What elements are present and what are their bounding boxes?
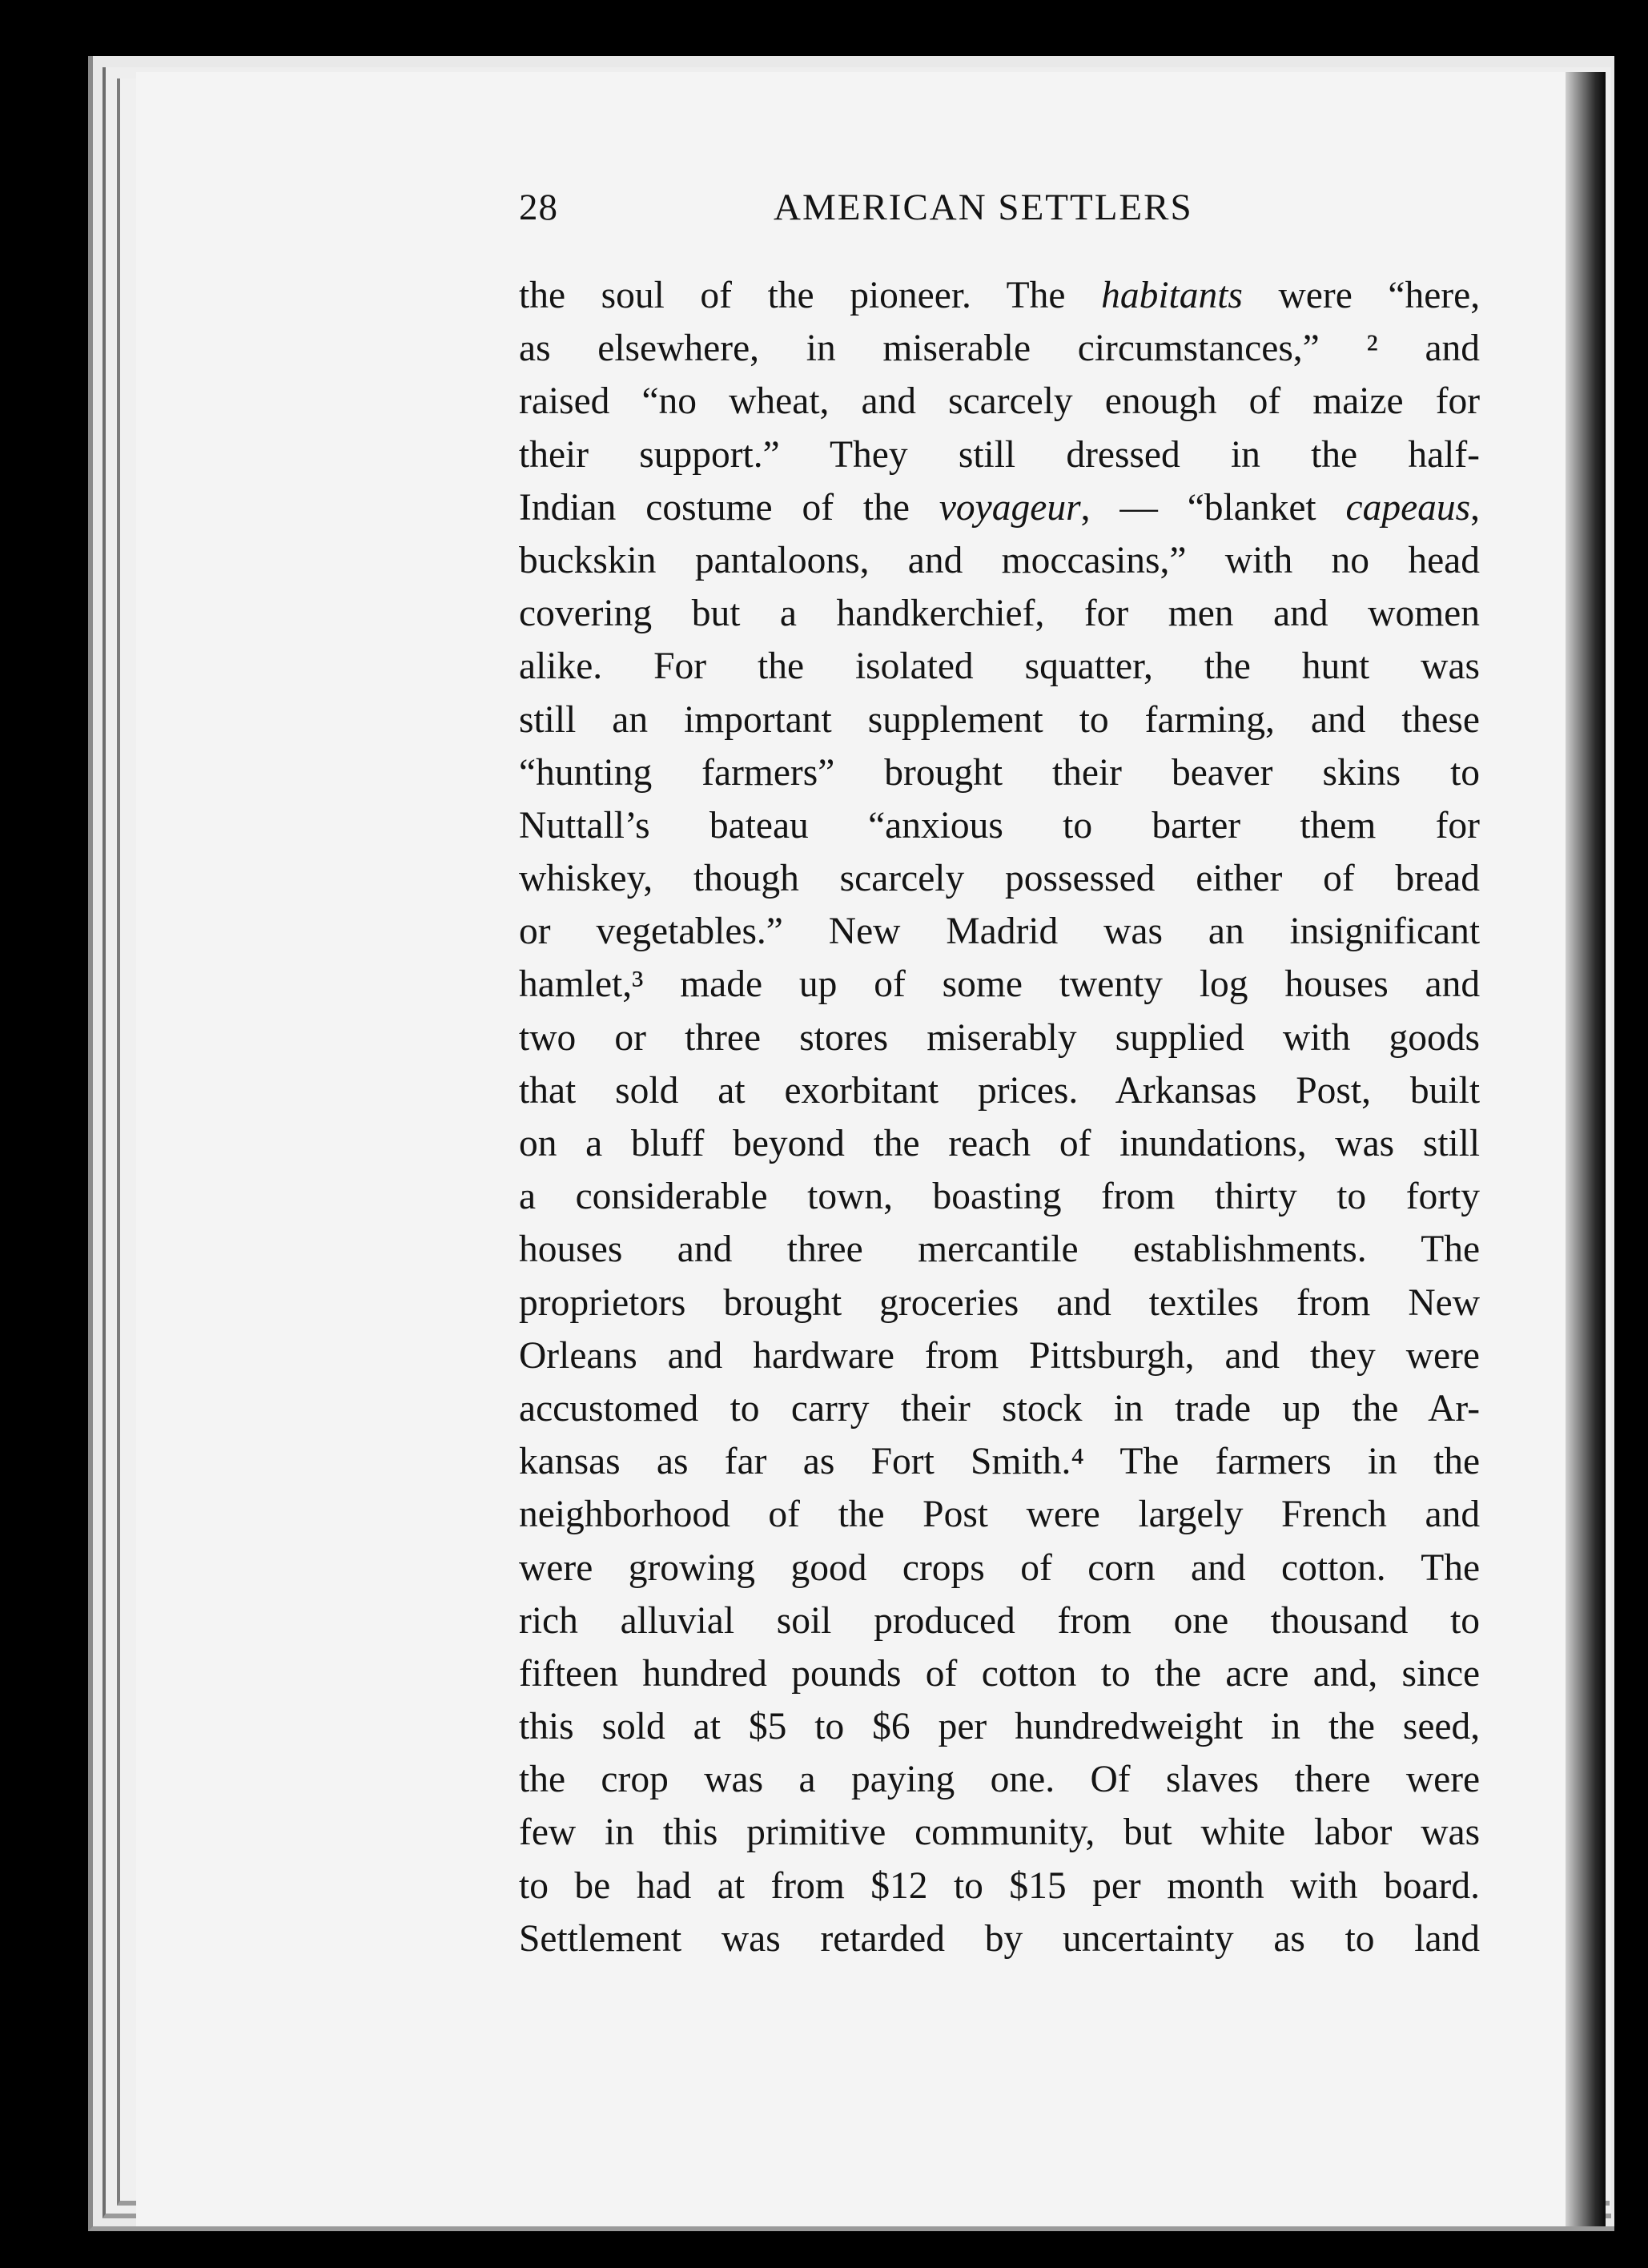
text-line: whiskey, though scarcely possessed either of bread (519, 858, 1480, 900)
text-line: or vegetables.” New Madrid was an insignificant (519, 911, 1481, 953)
text-line: a considerable town, boasting from thirty to forty (519, 1176, 1481, 1218)
body-text (519, 269, 1480, 1965)
text-line: proprietors brought groceries and textiles from New (519, 1281, 1481, 1324)
text-line: Orleans and hardware from Pittsburgh, and they were (519, 1334, 1481, 1377)
text-line: kansas as far as Fort Smith.⁴ The farmers in the (519, 1441, 1481, 1483)
text-line: the soul of the pioneer. The habitants were “here, (519, 275, 1481, 316)
text-line: to be had at from $12 to $15 per month with board. (519, 1864, 1480, 1907)
text-line: their support.” They still dressed in the half- (519, 433, 1480, 476)
text-line: accustomed to carry their stock in trade up the Ar- (519, 1387, 1481, 1430)
text-line: Indian costume of the voyageur, — “blanket capeaus, (519, 486, 1481, 529)
text-line: Nuttall’s bateau “anxious to barter them for (519, 804, 1480, 846)
page-number: 28 (519, 187, 558, 228)
text-line: neighborhood of the Post were largely French and (519, 1494, 1481, 1536)
text-line: hamlet,³ made up of some twenty log houses and (519, 963, 1481, 1006)
text-line: as elsewhere, in miserable circumstances,” ² and (519, 328, 1481, 370)
text-line: “hunting farmers” brought their beaver skins to (519, 751, 1481, 794)
text-line: alike. For the isolated squatter, the hunt was (519, 645, 1481, 688)
text-line: Settlement was retarded by uncertainty as to land (519, 1917, 1481, 1960)
text-line: houses and three mercantile establishments. The (519, 1228, 1481, 1271)
running-head (519, 186, 1480, 242)
text-line: on a bluff beyond the reach of inundations, was still (519, 1123, 1481, 1164)
text-line: rich alluvial soil produced from one thousand to (519, 1599, 1481, 1642)
text-line: buckskin pantaloons, and moccasins,” with no head (519, 539, 1481, 581)
text-line: raised “no wheat, and scarcely enough of maize for (519, 380, 1481, 423)
text-line: two or three stores miserably supplied with goods (519, 1016, 1481, 1059)
text-line: this sold at $5 to $6 per hundredweight in the seed, (519, 1706, 1481, 1748)
text-line: covering but a handkerchief, for men and women (519, 593, 1480, 635)
text-line: were growing good crops of corn and cotton. The (519, 1546, 1481, 1589)
page-gutter-shadow (1566, 72, 1606, 2226)
text-line: few in this primitive community, but white labor was (519, 1812, 1481, 1854)
text-line: still an important supplement to farming, and these (519, 698, 1481, 741)
text-line: fifteen hundred pounds of cotton to the acre and, since (519, 1652, 1481, 1695)
text-line: the crop was a paying one. Of slaves there were (519, 1759, 1481, 1801)
running-head-title: AMERICAN SETTLERS (774, 187, 1193, 228)
text-line: that sold at exorbitant prices. Arkansas Post, built (519, 1069, 1481, 1112)
